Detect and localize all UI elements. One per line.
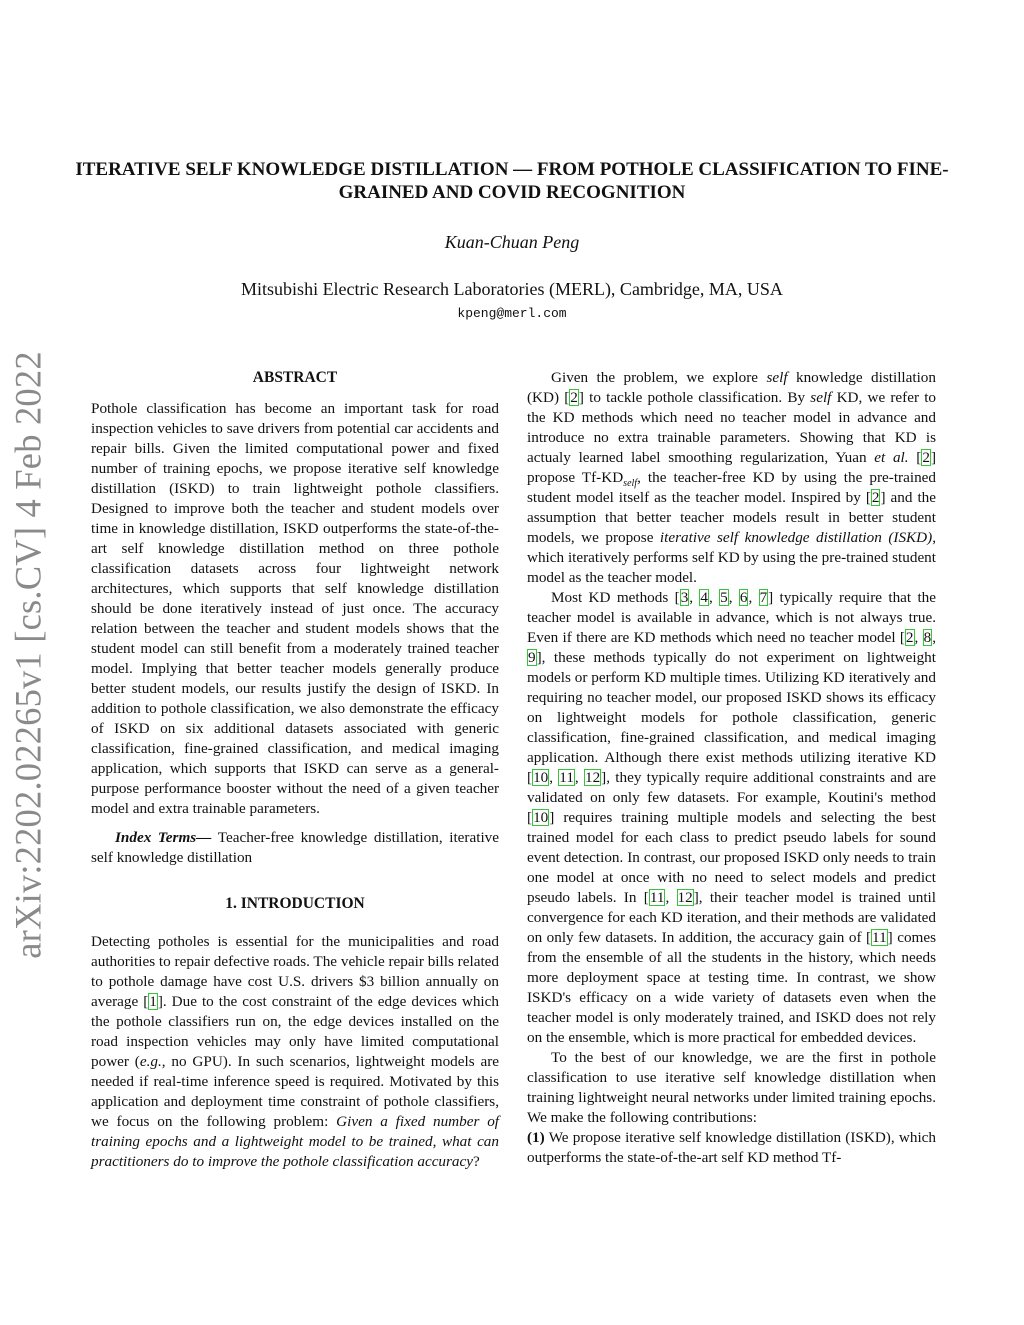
abstract-heading: ABSTRACT: [252, 369, 338, 386]
citation-link[interactable]: 2: [922, 449, 930, 466]
right-column: [527, 368, 936, 1168]
intro-paragraph-1: Detecting potholes is essential for the municipalities and road authorities to repair defective roads. The vehicle repair bills related to pothole damage have cost U.S. drivers $3 billion annually on average [1]. Due to the cost constraint of the edge devices which the pothole classifiers run on, the edge devices installed on the road inspection vehicles may only have limited computational power (e.g., no GPU). In such scenarios, lightweight models are needed if real-time inference speed is required. Motivated by this application and deployment time constraint of pothole classifiers, we focus on the following problem: Given a fixed number of training epochs and a lightweight model to be trained, what can practitioners do to improve the pothole classification accuracy?: [91, 933, 500, 1170]
citation-link[interactable]: 7: [759, 589, 768, 606]
citation-link[interactable]: 12: [677, 889, 693, 906]
index-terms-label: Index Terms—: [115, 829, 212, 846]
paper-title: ITERATIVE SELF KNOWLEDGE DISTILLATION — FROM POTHOLE CLASSIFICATION TO FINE-GRAINED AND COVID RECOGNITION: [75, 159, 949, 203]
citation-link[interactable]: 2: [905, 629, 914, 646]
author-email[interactable]: kpeng@merl.com: [457, 306, 567, 321]
left-column: [91, 368, 499, 1172]
arxiv-identifier: arXiv:2202.02265v1 [cs.CV] 4 Feb 2022: [7, 351, 49, 959]
introduction-heading: 1. INTRODUCTION: [225, 895, 365, 912]
citation-link[interactable]: 8: [923, 629, 932, 646]
intro-paragraph-4: To the best of our knowledge, we are the first in pothole classification to use iterative self knowledge distillation when training lightweight neural networks under limited training epochs. We make the following contributions:: [527, 1049, 936, 1126]
research-question: Given a fixed number of training epochs and a lightweight model to be trained, what can practitioners do to improve the pothole classification accuracy: [91, 1113, 500, 1170]
citation-link[interactable]: 2: [570, 389, 578, 406]
citation-link[interactable]: 6: [739, 589, 748, 606]
index-terms: [91, 828, 499, 868]
author-name: Kuan-Chuan Peng: [444, 232, 580, 252]
citation-link[interactable]: 2: [871, 489, 880, 506]
citation-link[interactable]: 12: [584, 769, 601, 786]
citation-link[interactable]: 11: [872, 929, 887, 946]
abstract-text: Pothole classification has become an important task for road inspection vehicles to save drivers from potential car accidents and repair bills. Given the limited computational power and fixed number of training epochs, we propose iterative self knowledge distillation (ISKD) to train lightweight pothole classifiers. Designed to improve both the teacher and student models over time in knowledge distillation, ISKD outperforms the state-of-the-art self knowledge distillation method on three pothole classification datasets across four lightweight network architectures, which supports that self knowledge distillation should be done iteratively instead of just once. The accuracy relation between the teacher and student models shows that the student model can still benefit from a moderately trained teacher model. Implying that better teacher models generally produce better student models, our results justify the design of ISKD. In addition to pothole classification, we also demonstrate the efficacy of ISKD on six additional datasets associated with generic classification, fine-grained classification, and medical imaging application, which supports that ISKD can serve as a general-purpose performance booster without the need of a given teacher model and extra trainable parameters.: [91, 400, 499, 817]
citation-link[interactable]: 10: [533, 809, 549, 826]
citation-link[interactable]: 1: [149, 993, 157, 1010]
intro-paragraph-3: Most KD methods [3, 4, 5, 6, 7] typically require that the teacher model is available in advance, which is not always true. Even if there are KD methods which need no teacher model [2, 8, 9], these methods typically do not experiment on lightweight models or perform KD multiple times. Utilizing KD iteratively and requiring no teacher model, our proposed ISKD shows its efficacy on lightweight models for pothole classification, generic classification, fine-grained classification, and medical imaging application. Although there exist methods utilizing iterative KD [10, 11, 12], they typically require additional constraints and are validated on only few datasets. For example, Koutini's method [10] requires training multiple models and selecting the best trained model for each class to predict pseudo labels for sound event detection. In contrast, our proposed ISKD only needs to train one model at once with no need to select models and predict pseudo labels. In [11, 12], their teacher model is trained until convergence for each KD iteration, and their methods are validated on only few datasets. In addition, the accuracy gain of [11] comes from the ensemble of all the students in the history, which needs more deployment space at testing time. In contrast, we show ISKD's efficacy on a wide variety of datasets even when the teacher model is only moderately trained, and ISKD does not rely on the ensemble, which is more practical for embedded devices.: [527, 589, 937, 1046]
citation-link[interactable]: 11: [649, 889, 665, 906]
citation-link[interactable]: 11: [559, 769, 574, 786]
contribution-1: (1) We propose iterative self knowledge distillation (ISKD), which outperforms the state-of-the-art self KD method Tf-: [527, 1129, 936, 1166]
citation-link[interactable]: 10: [533, 769, 549, 786]
affiliation: Mitsubishi Electric Research Laboratories (MERL), Cambridge, MA, USA: [241, 279, 783, 299]
citation-link[interactable]: 4: [700, 589, 708, 606]
citation-link[interactable]: 9: [528, 649, 536, 666]
citation-link[interactable]: 5: [720, 589, 728, 606]
citation-link[interactable]: 3: [680, 589, 689, 606]
intro-paragraph-2: Given the problem, we explore self knowledge distillation (KD) [2] to tackle pothole classification. By self KD, we refer to the KD methods which need no teacher model in advance and introduce no extra trainable parameters. Showing that KD is actualy learned label smoothing regularization, Yuan et al. [2] propose $Tf-KD_{self}$, the teacher-free KD by using the pre-trained student model itself as the teacher model. Inspired by [2] and the assumption that better teacher models result in better student models, we propose iterative self knowledge distillation (ISKD), which iteratively performs self KD by using the pre-trained student model as the teacher model.: [527, 369, 937, 586]
index-terms-text: Teacher-free knowledge distillation, iterative self knowledge distillation: [91, 829, 500, 866]
